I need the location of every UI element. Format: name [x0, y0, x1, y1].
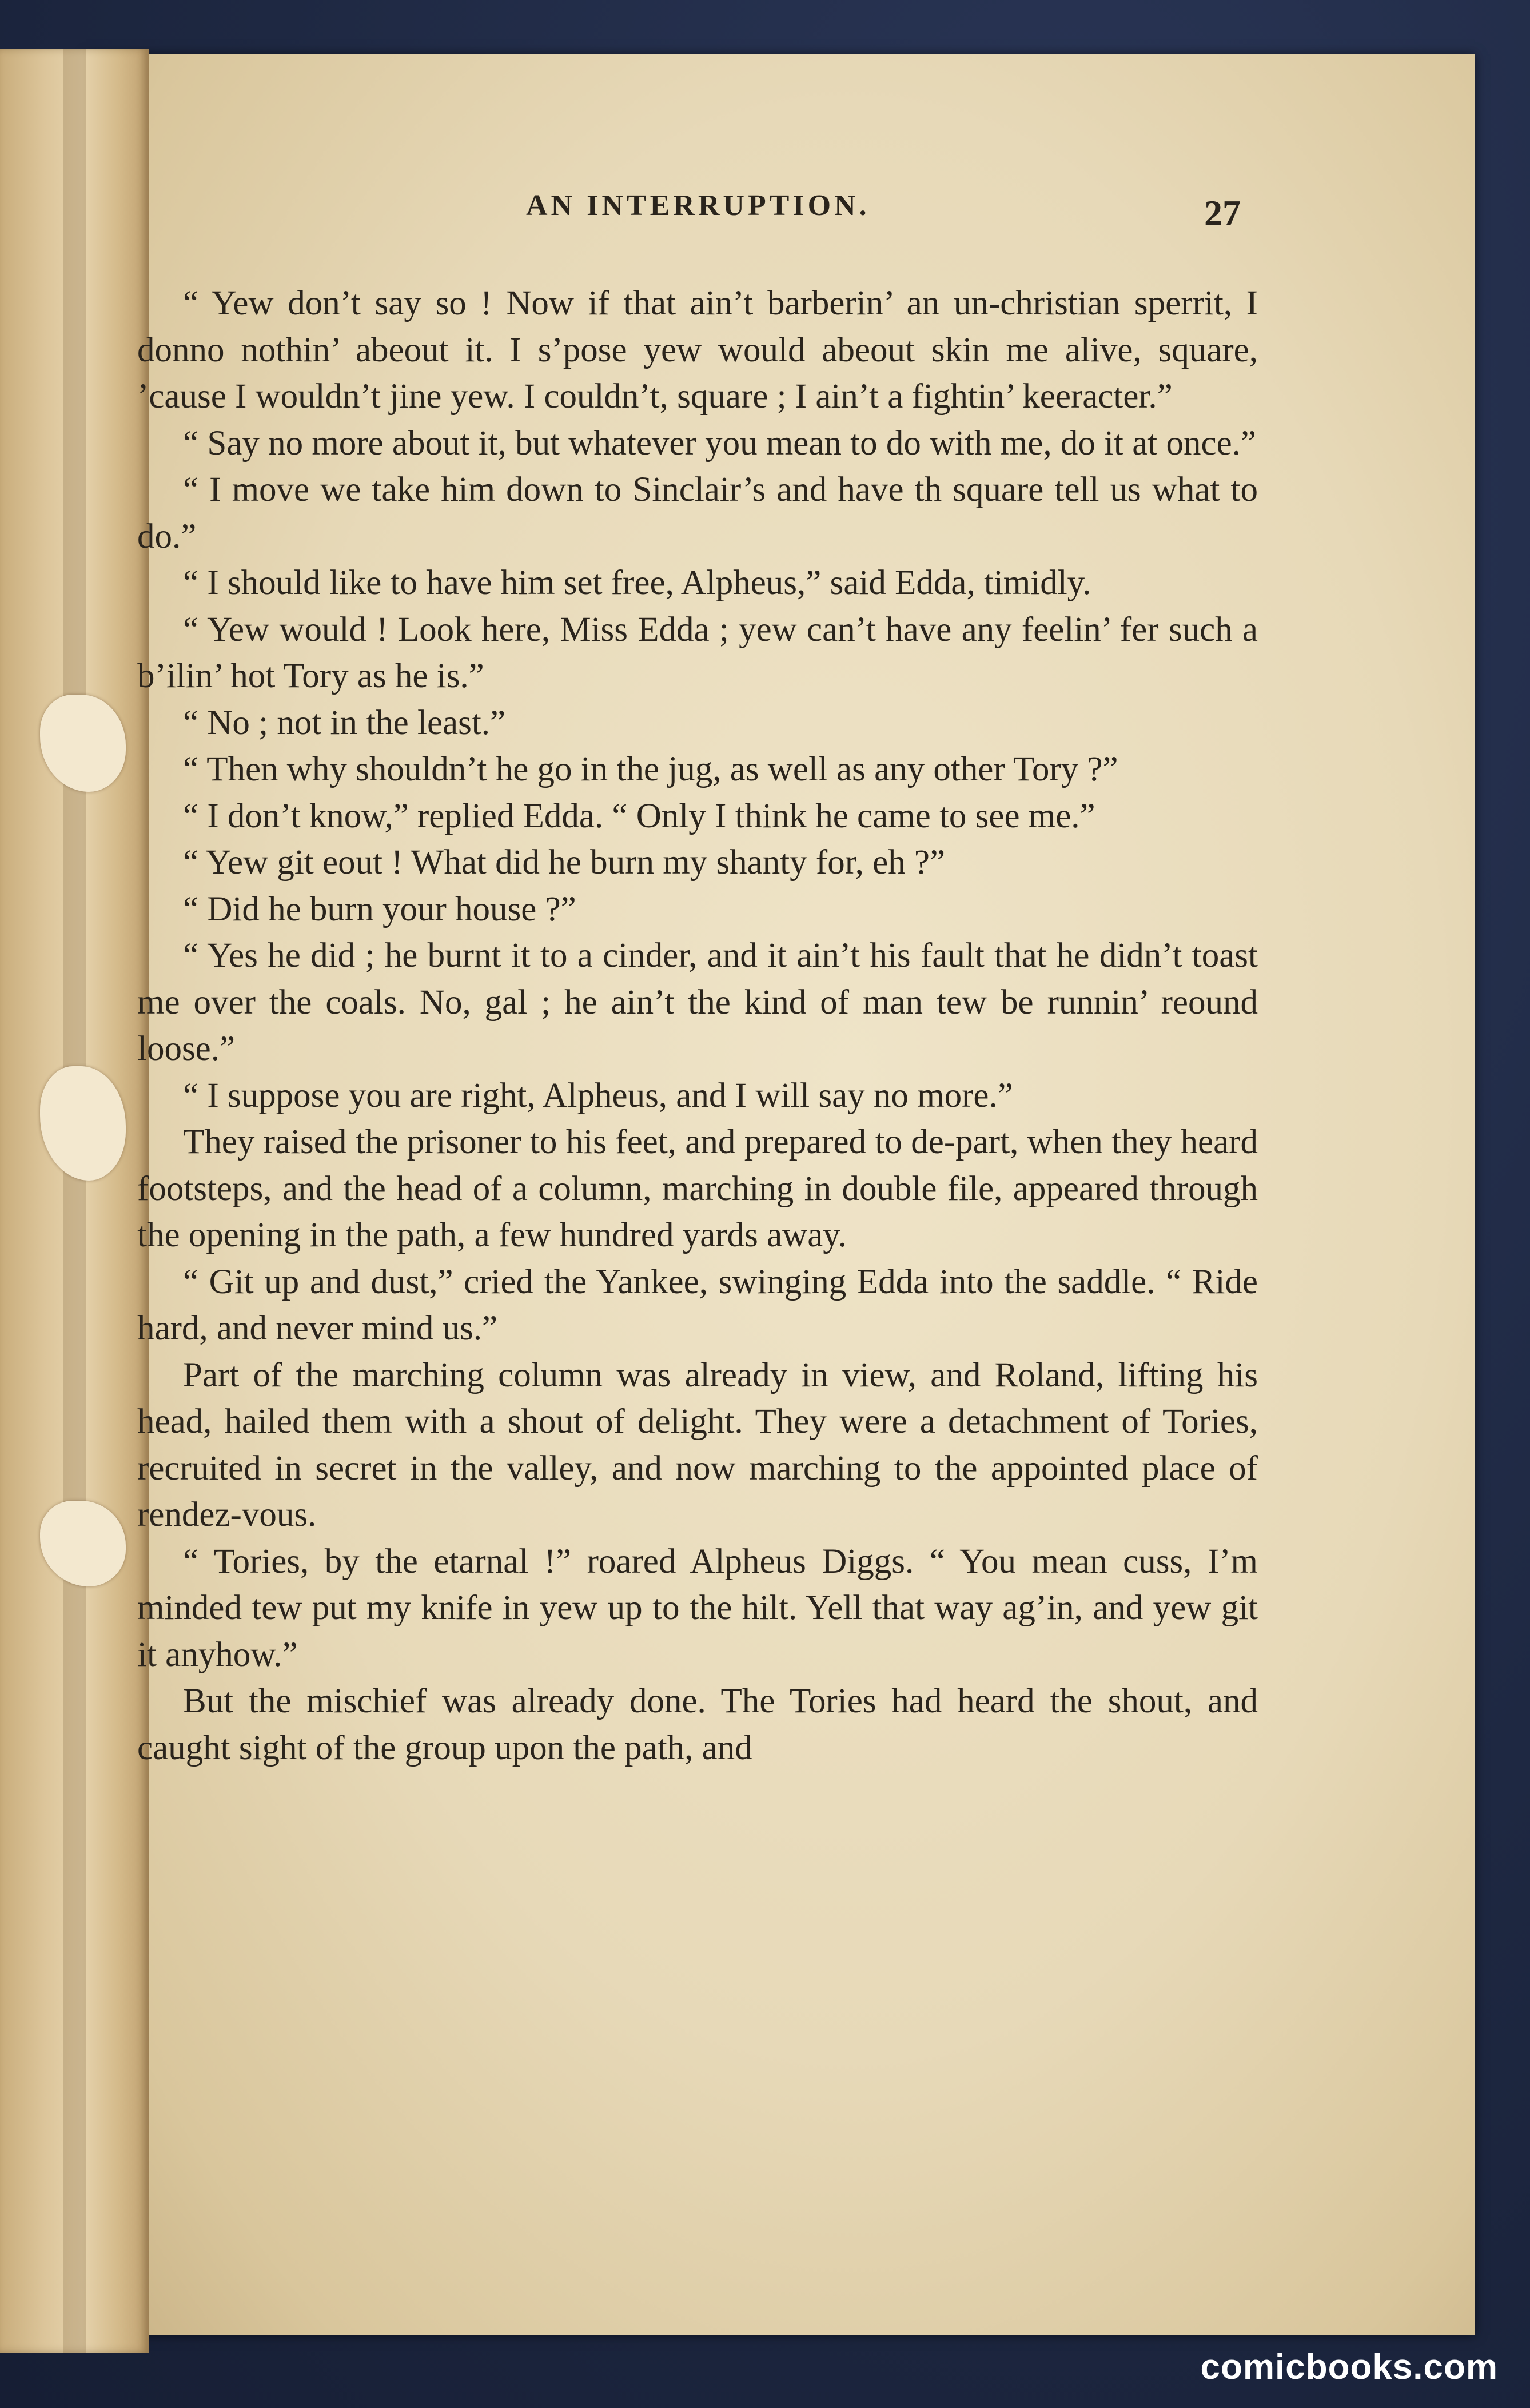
paragraph: “ Yew don’t say so ! Now if that ain’t barberin’ an un-christian sperrit, I donno nothin’ abeout it. I s’pose yew would abeout skin me alive, square, ’cause I wouldn’t jine yew. I couldn’t, square ; I ain’t a fightin’ keeracter.”: [137, 284, 1258, 416]
paragraph: “ I don’t know,” replied Edda. “ Only I think he came to see me.”: [183, 796, 1095, 835]
paragraph: “ Git up and dust,” cried the Yankee, swinging Edda into the saddle. “ Ride hard, and never mind us.”: [137, 1262, 1258, 1347]
paragraph: “ Yew git eout ! What did he burn my shanty for, eh ?”: [183, 843, 946, 882]
paragraph: “ I suppose you are right, Alpheus, and I will say no more.”: [183, 1076, 1013, 1115]
watermark: comicbooks.com: [1200, 2347, 1498, 2387]
body-text: [137, 280, 1258, 1771]
paper-tear: [40, 1066, 126, 1181]
page-number: 27: [1204, 193, 1241, 233]
paragraph: “ Then why shouldn’t he go in the jug, as well as any other Tory ?”: [183, 750, 1118, 788]
paper-tear: [40, 1501, 126, 1586]
paragraph: “ Yes he did ; he burnt it to a cinder, and it ain’t his fault that he didn’t toast me over the coals. No, gal ; he ain’t the kind of man tew be runnin’ reound loose.”: [137, 936, 1258, 1068]
paragraph: “ I move we take him down to Sinclair’s and have th square tell us what to do.”: [137, 471, 1258, 556]
running-head: AN INTERRUPTION.: [526, 189, 870, 222]
paragraph: Part of the marching column was already in view, and Roland, lifting his head, hailed them with a shout of delight. They were a detachment of Tories, recruited in secret in the valley, and now marching to the appointed place of rendez-vous.: [137, 1356, 1258, 1534]
paper-tear: [40, 695, 126, 792]
paragraph: “ Say no more about it, but whatever you mean to do with me, do it at once.”: [183, 424, 1256, 463]
paragraph: “ No ; not in the least.”: [183, 703, 506, 742]
paragraph: “ Did he burn your house ?”: [183, 890, 576, 928]
paragraph: They raised the prisoner to his feet, and prepared to de-part, when they heard footsteps, and the head of a column, marching in double file, appeared through the opening in the path, a few hundred yards away.: [137, 1123, 1258, 1254]
worn-page-edge: [0, 49, 149, 2353]
paragraph: “ Tories, by the etarnal !” roared Alpheus Diggs. “ You mean cuss, I’m minded tew put my knife in yew up to the hilt. Yell that way ag’in, and yew git it anyhow.”: [137, 1542, 1258, 1674]
binding-fold: [63, 49, 86, 2353]
paragraph: “ Yew would ! Look here, Miss Edda ; yew can’t have any feelin’ fer such a b’ilin’ hot Tory as he is.”: [137, 610, 1258, 695]
paragraph: “ I should like to have him set free, Alpheus,” said Edda, timidly.: [183, 564, 1091, 602]
paragraph: But the mischief was already done. The Tories had heard the shout, and caught sight of the group upon the path, and: [137, 1682, 1258, 1767]
